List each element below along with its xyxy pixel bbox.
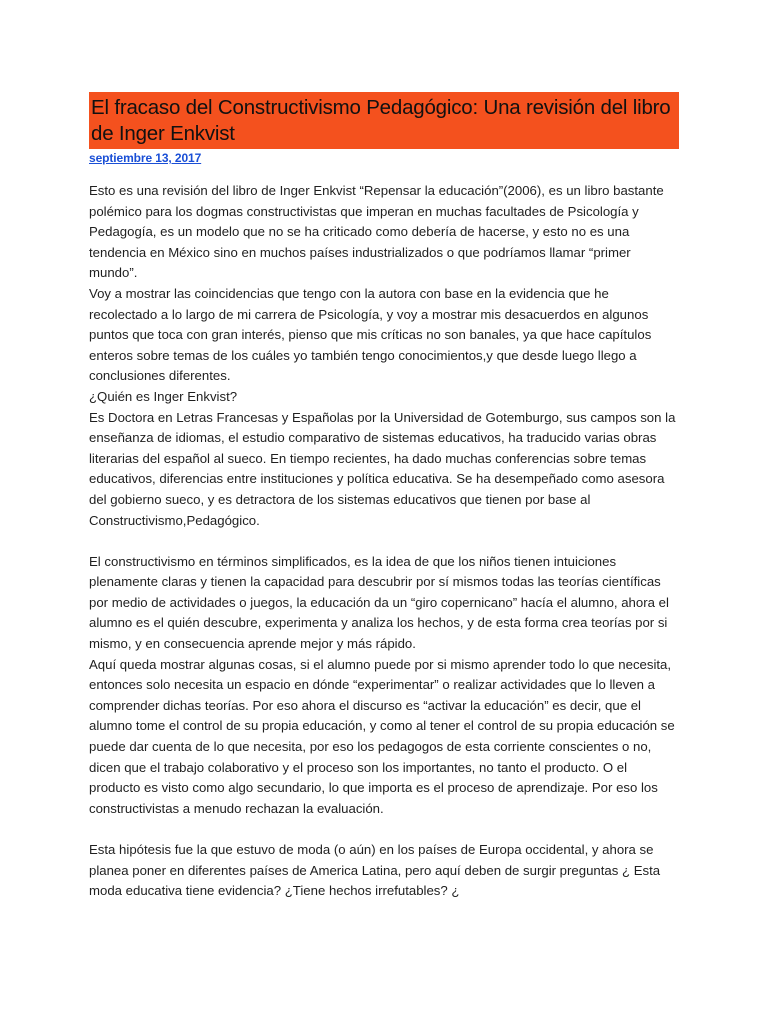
paragraph-biography: Es Doctora en Letras Francesas y Españolas por la Universidad de Gotemburgo, sus campos son la enseñanza de idiomas, el estudio comparativo de sistemas educativos, ha traducido varias obras literarias del español al sueco. En tiempo recientes, ha dado muchas conferencias sobre temas educativos, diferencias entre instituciones y política educativa. Se ha desempeñado como asesora del gobierno sueco, y es detractora de los sistemas educativos que tienen por base al Constructivismo,Pedagógico. — [89, 409, 676, 528]
paragraph-spacer — [89, 819, 679, 840]
paragraph-coincidences: Voy a mostrar las coincidencias que tengo con la autora con base en la evidencia que he recolectado a lo largo de mi carrera de Psicología, y voy a mostrar mis desacuerdos en algunos puntos que toca con gran interés, pienso que mis críticas no son banales, ya que hace capítulos enteros sobre temas de los cuáles yo también tengo conocimientos,y que desde luego llego a conclusiones diferentes. — [89, 285, 652, 384]
title-highlight — [89, 92, 679, 149]
paragraph-spacer — [89, 531, 679, 552]
paragraph-activate-education: Aquí queda mostrar algunas cosas, si el alumno puede por si mismo aprender todo lo que necesita, entonces solo necesita un espacio en dónde “experimentar” o realizar actividades que lo lleven a comprender dichas teorías. Por eso ahora el discurso es “activar la educación” es decir, que el alumno tome el control de su propia educación, y como al tener el control de su propia educación se puede dar cuenta de lo que necesita, por eso los pedagogos de esta corriente conscientes o no, dicen que el trabajo colaborativo y el proceso son los importantes, no tanto el producto. O el producto es visto como algo secundario, lo que importa es el proceso de aprendizaje. Por eso los constructivistas a menudo rechazan la evaluación. — [89, 656, 675, 816]
paragraph-who-question: ¿Quién es Inger Enkvist? — [89, 388, 238, 404]
article-body — [89, 181, 679, 902]
post-date-link[interactable]: septiembre 13, 2017 — [89, 151, 202, 165]
article — [89, 92, 679, 902]
paragraph-intro: Esto es una revisión del libro de Inger Enkvist “Repensar la educación”(2006), es un libro bastante polémico para los dogmas constructivistas que imperan en muchas facultades de Psicología y Pedagogía, es un modelo que no se ha criticado como debería de hacerse, y esto no es una tendencia en México sino en muchos países industrializados o que podríamos llamar “primer mundo”. — [89, 183, 664, 281]
paragraph-hypothesis: Esta hipótesis fue la que estuvo de moda (o aún) en los países de Europa occidental, y ahora se planea poner en diferentes países de America Latina, pero aquí deben de surgir preguntas ¿ Esta moda educativa tiene evidencia? ¿Tiene hechos irrefutables? ¿ — [89, 842, 661, 899]
paragraph-constructivism-definition: El constructivismo en términos simplificados, es la idea de que los niños tienen intuiciones plenamente claras y tienen la capacidad para descubrir por sí mismos todas las teorías científicas por medio de actividades o juegos, la educación da un “giro copernicano” hacía el alumno, ahora el alumno es el quién descubre, experimenta y analiza los hechos, y de esta forma crea teorías por si mismo, y en consecuencia aprende mejor y más rápido. — [89, 553, 669, 652]
article-title: El fracaso del Constructivismo Pedagógico: Una revisión del libro de Inger Enkvist — [91, 96, 671, 145]
